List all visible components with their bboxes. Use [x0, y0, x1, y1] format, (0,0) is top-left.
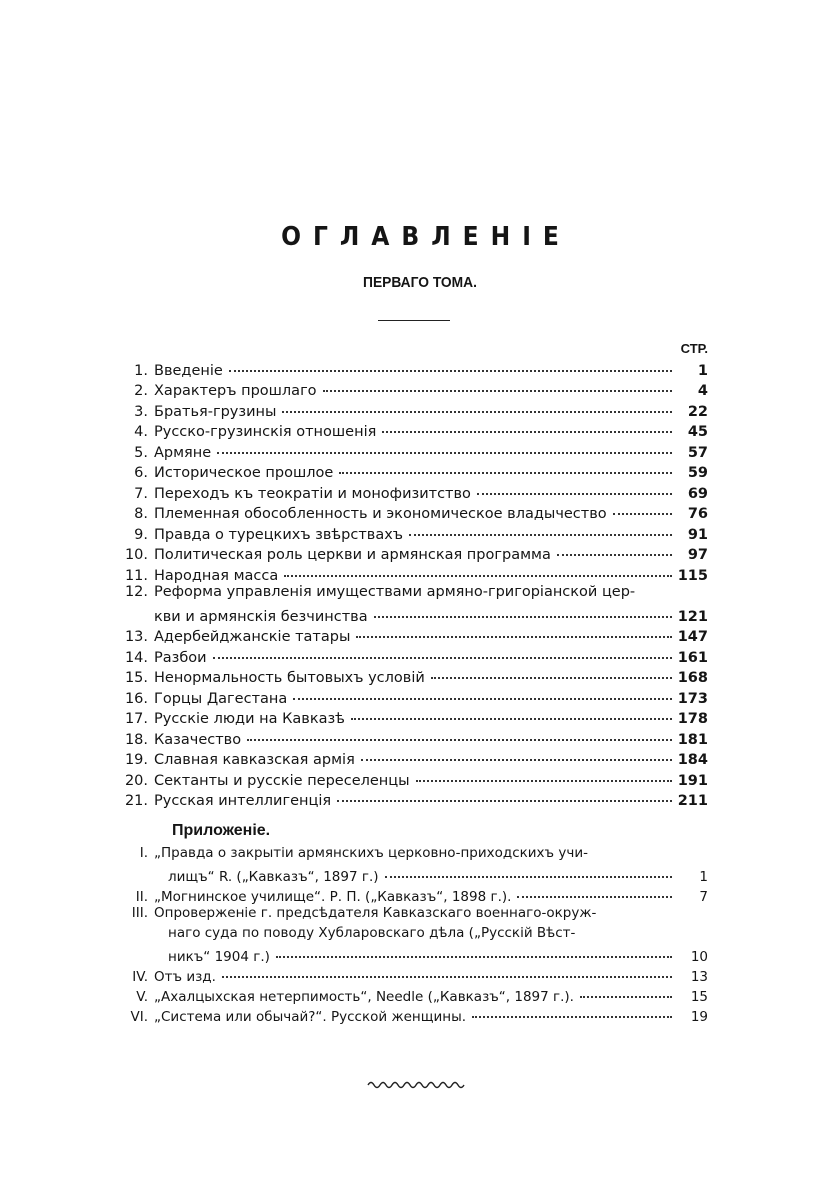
- entry-title: Племенная обособленность и экономическое владычество: [154, 506, 607, 522]
- entry-number: 14.: [124, 649, 148, 666]
- entry-number: 4.: [134, 424, 148, 440]
- dot-leader: [284, 560, 671, 577]
- appendix-page: 1: [699, 868, 708, 885]
- entry-title: Реформа управленія имуществами армяно-григоріанской цер-: [154, 583, 636, 600]
- appendix-entry-text: Опроверженіе г. предсѣдателя Кавказскаго военнаго-окруж-: [154, 905, 597, 921]
- appendix-entry-text: лищъ“ R. („Кавказъ“, 1897 г.): [168, 868, 379, 885]
- dot-leader: [247, 724, 672, 741]
- appendix-entry-text: „Правда о закрытіи армянскихъ церковно-приходскихъ учи-: [154, 845, 588, 861]
- appendix-page: 10: [690, 948, 708, 965]
- dot-leader: [356, 622, 671, 639]
- entry-number: 7.: [134, 485, 148, 502]
- dot-leader: [477, 478, 672, 495]
- entry-title: Горцы Дагестана: [154, 690, 288, 707]
- entry-title: Русскіе люди на Кавказѣ: [154, 711, 345, 727]
- entry-title: Историческое прошлое: [154, 465, 334, 481]
- dot-leader: [431, 663, 672, 680]
- entry-number: 8.: [134, 506, 148, 522]
- entry-page: 173: [677, 690, 708, 707]
- entry-title: Переходъ къ теократіи и монофизитство: [154, 485, 471, 502]
- entry-page: 211: [677, 793, 708, 809]
- entry-number: 1.: [134, 362, 148, 379]
- entry-number: 15.: [124, 670, 148, 686]
- appendix-entry: [100, 905, 708, 925]
- entry-title: Разбои: [154, 649, 207, 666]
- entry-title: Армяне: [154, 444, 212, 461]
- entry-number: 11.: [124, 567, 148, 584]
- dot-leader: [361, 745, 672, 762]
- entry-number: 19.: [124, 752, 148, 768]
- entry-title: Народная масса: [154, 567, 279, 584]
- entry-page: 161: [677, 649, 708, 666]
- appendix-entry-text: никъ“ 1904 г.): [168, 948, 270, 965]
- appendix-entry-text: „Могнинское училище“. Р. П. („Кавказъ“, 1898 г.).: [154, 888, 512, 905]
- entry-page: 91: [687, 526, 708, 543]
- entry-number: 3.: [134, 403, 148, 420]
- dot-leader: [517, 882, 672, 898]
- dot-leader: [222, 962, 672, 978]
- dot-leader: [323, 376, 672, 393]
- entry-number: 17.: [124, 711, 148, 727]
- entry-title: Казачество: [154, 731, 242, 748]
- dot-leader: [385, 862, 672, 878]
- entry-number: 5.: [134, 444, 148, 461]
- dot-leader: [557, 540, 672, 557]
- dot-leader: [472, 1002, 672, 1018]
- entry-page: 45: [687, 424, 708, 440]
- appendix-entry: [100, 885, 708, 905]
- entry-title: Славная кавказская армія: [154, 752, 355, 768]
- appendix-title: Приложеніе.: [172, 822, 271, 839]
- entry-page: 184: [677, 752, 708, 768]
- entry-page: 115: [677, 567, 708, 584]
- entry-page: 181: [677, 731, 708, 748]
- entry-page: 97: [687, 547, 708, 563]
- entry-title: Характеръ прошлаго: [154, 383, 317, 399]
- entry-number: 13.: [124, 629, 148, 645]
- toc-entry: [114, 789, 708, 810]
- appendix-page: 15: [690, 988, 708, 1005]
- entry-page: 121: [677, 608, 708, 625]
- dot-leader: [382, 417, 672, 434]
- entry-page: 22: [687, 403, 708, 420]
- dot-leader: [229, 355, 672, 372]
- dot-leader: [409, 519, 672, 536]
- entry-page: 57: [687, 444, 708, 461]
- appendix-entry-text: наго суда по поводу Хубларовскаго дѣла („Русскій Вѣст-: [168, 925, 576, 941]
- entry-page: 76: [687, 506, 708, 522]
- dot-leader: [217, 437, 672, 454]
- dot-leader: [293, 683, 671, 700]
- entry-title-continuation: кви и армянскія безчинства: [154, 608, 368, 625]
- entry-title: Адербейджанскіе татары: [154, 629, 351, 645]
- page-column-header: СТР.: [680, 341, 708, 356]
- appendix-number: IV.: [132, 968, 148, 985]
- wavy-ornament-icon: [366, 1078, 466, 1092]
- title-divider: [378, 320, 450, 321]
- entry-title: Введеніе: [154, 362, 223, 379]
- entry-title: Сектанты и русскіе переселенцы: [154, 772, 410, 789]
- page-subtitle: ПЕРВАГО ТОМА.: [363, 274, 477, 291]
- appendix-number: VI.: [130, 1008, 148, 1025]
- dot-leader: [374, 601, 672, 618]
- appendix-entry-text: Отъ изд.: [154, 968, 216, 985]
- appendix-page: 19: [690, 1008, 708, 1025]
- entry-number: 18.: [124, 731, 148, 748]
- entry-page: 1: [697, 362, 708, 379]
- entry-title: Политическая роль церкви и армянская программа: [154, 547, 551, 563]
- entry-title: Братья-грузины: [154, 403, 277, 420]
- appendix-entry-text: „Система или обычай?“. Русской женщины.: [154, 1008, 467, 1025]
- entry-title: Русско-грузинскія отношенія: [154, 424, 377, 440]
- dot-leader: [613, 499, 672, 516]
- entry-title: Правда о турецкихъ звѣрствахъ: [154, 526, 404, 543]
- appendix-number: I.: [139, 845, 148, 861]
- appendix-number: II.: [135, 888, 148, 905]
- dot-leader: [351, 704, 672, 721]
- entry-number: 20.: [124, 772, 148, 789]
- dot-leader: [213, 642, 672, 659]
- entry-page: 59: [687, 465, 708, 481]
- dot-leader: [276, 942, 672, 958]
- entry-title: Русская интеллигенція: [154, 793, 332, 809]
- entry-page: 69: [687, 485, 708, 502]
- appendix-page: 13: [690, 968, 708, 985]
- dot-leader: [339, 458, 672, 475]
- entry-number: 16.: [124, 690, 148, 707]
- appendix-number: V.: [136, 988, 148, 1005]
- dot-leader: [337, 786, 672, 803]
- entry-page: 191: [677, 772, 708, 789]
- appendix-entry-text: „Ахалцыхская нетерпимость“, Needle („Кавказъ“, 1897 г.).: [154, 988, 574, 1005]
- appendix-number: III.: [131, 905, 148, 921]
- entry-page: 178: [677, 711, 708, 727]
- contents-list: [114, 358, 708, 809]
- dot-leader: [580, 982, 672, 998]
- entry-number: 21.: [124, 793, 148, 809]
- appendix-entry: [100, 1005, 708, 1025]
- entry-number: 6.: [134, 465, 148, 481]
- appendix-list: [100, 845, 708, 1025]
- entry-number: 2.: [134, 383, 148, 399]
- dot-leader: [282, 396, 672, 413]
- entry-number: 12.: [124, 583, 148, 600]
- entry-number: 10.: [124, 547, 148, 563]
- entry-title: Ненормальность бытовыхъ условій: [154, 670, 425, 686]
- page-title: ОГЛАВЛЕНІЕ: [281, 222, 571, 252]
- dot-leader: [416, 765, 672, 782]
- toc-entry: [114, 563, 708, 584]
- entry-page: 147: [677, 629, 708, 645]
- entry-number: 9.: [134, 526, 148, 543]
- appendix-page: 7: [699, 888, 708, 905]
- entry-page: 4: [697, 383, 708, 399]
- entry-page: 168: [677, 670, 708, 686]
